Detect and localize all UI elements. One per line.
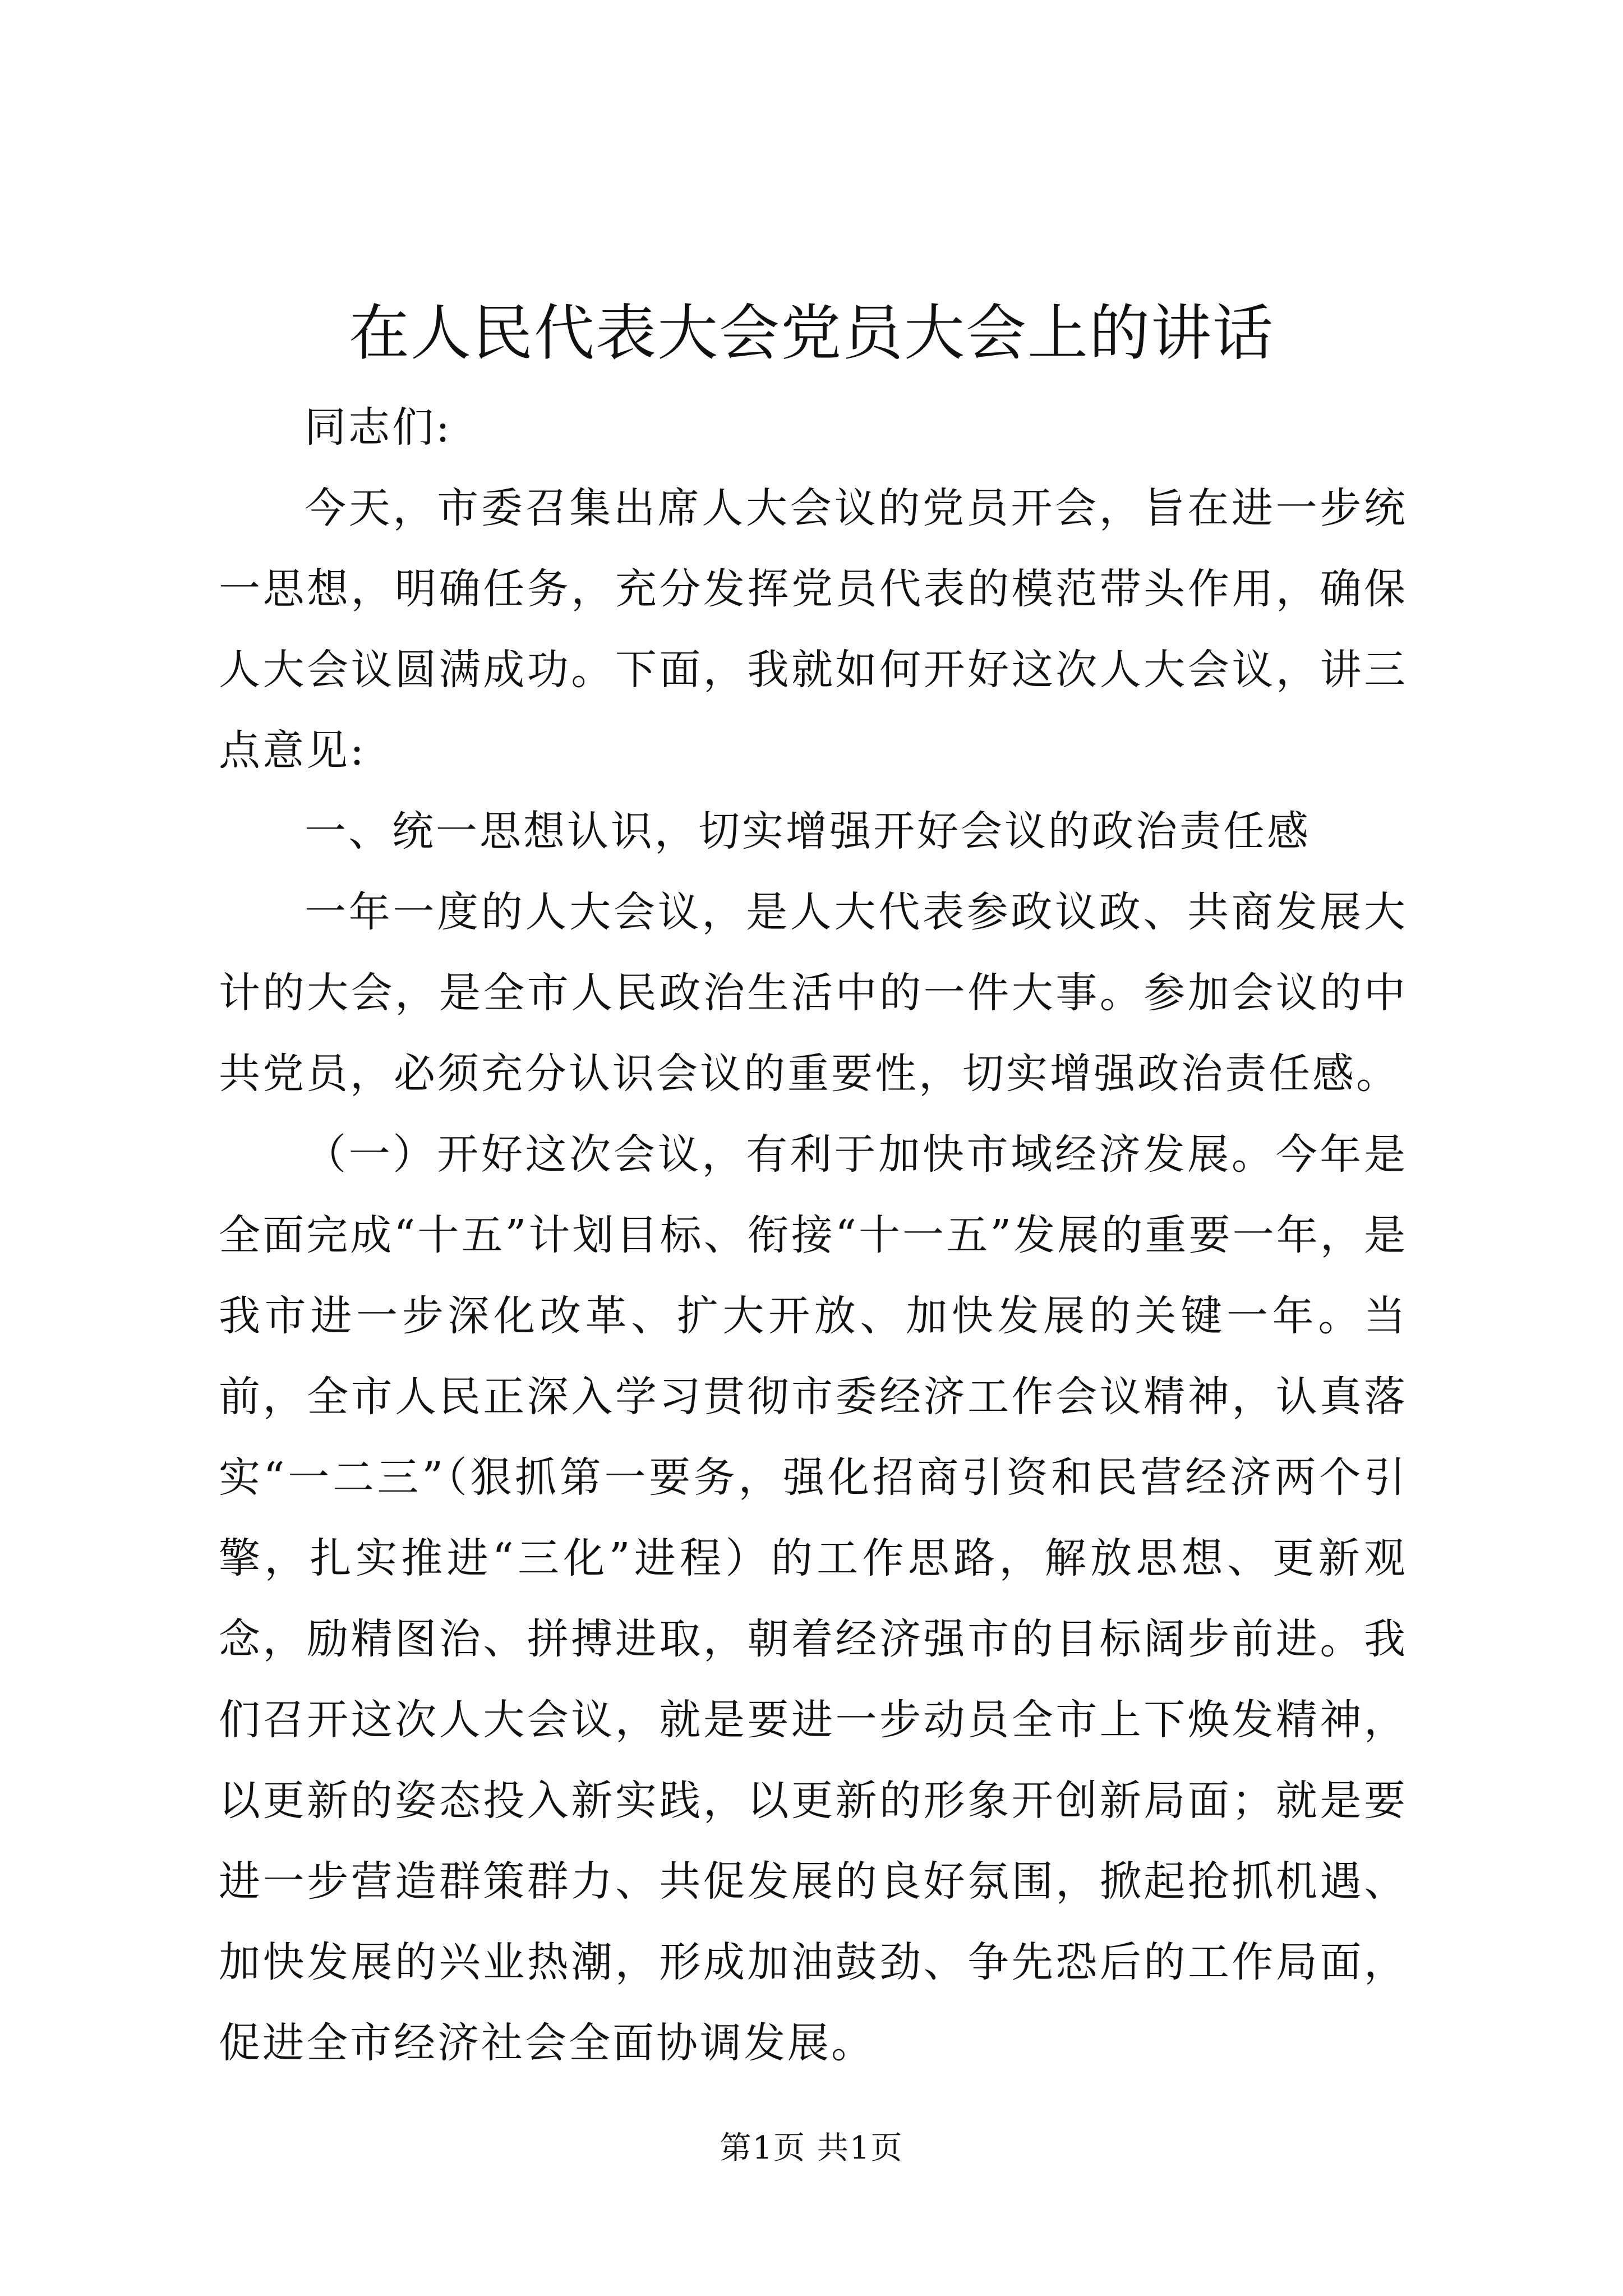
document-body [219,387,1408,2083]
salutation: 同志们: [305,403,452,452]
section-heading-1: 一、统一思想认识，切实增强开好会议的政治责任感 [305,807,1311,855]
paragraph-subsection-1: （一）开好这次会议，有利于加快市域经济发展。今年是全面完成“十五”计划目标、衔接“十一五”发展的重要一年，是我市进一步深化改革、扩大开放、加快发展的关键一年。当前，全市人民正深入学习贯彻市委经济工作会议精神，认真落实“一二三”（狠抓第一要务，强化招商引资和民营经济两个引擎，扎实推进“三化”进程）的工作思路，解放思想、更新观念，励精图治、拼搏进取，朝着经济强市的目标阔步前进。我们召开这次人大会议，就是要进一步动员全市上下焕发精神，以更新的姿态投入新实践，以更新的形象开创新局面；就是要进一步营造群策群力、共促发展的良好氛围，掀起抢抓机遇、加快发展的兴业热潮，形成加油鼓劲、争先恐后的工作局面，促进全市经济社会全面协调发展。 [219,1130,1408,2067]
page-footer: 第1页 共1页 [720,2130,903,2166]
paragraph-section-1: 一年一度的人大会议，是人大代表参政议政、共商发展大计的大会，是全市人民政治生活中的一件大事。参加会议的中共党员，必须充分认识会议的重要性，切实增强政治责任感。 [219,888,1408,1098]
paragraph-intro: 今天，市委召集出席人大会议的党员开会，旨在进一步统一思想，明确任务，充分发挥党员代表的模范带头作用，确保人大会议圆满成功。下面，我就如何开好这次人大会议，讲三点意见: [219,484,1408,775]
document-title: 在人民代表大会党员大会上的讲话 [348,298,1274,369]
